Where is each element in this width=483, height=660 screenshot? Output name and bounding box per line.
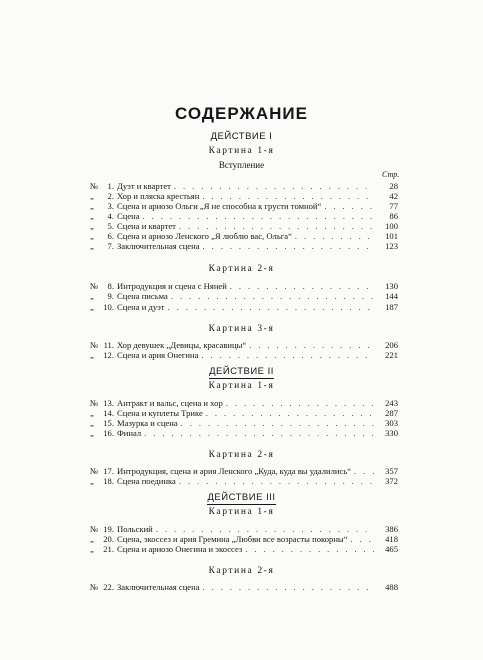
toc-entry[interactable]: „ 21. Сцена и ариозо Онегина и экоссез . . . 465 xyxy=(90,544,398,555)
toc-entry[interactable]: „ 20. Сцена, экоссез и ария Гремина „Любви все возрасты покорны“ . . . 418 xyxy=(90,534,398,545)
toc-entry[interactable]: № 13. Антракт и вальс, сцена и хор . . . 243 xyxy=(90,398,398,409)
toc-entry[interactable]: „ 18. Сцена поединка . . . 372 xyxy=(90,476,398,487)
act-heading: ДЕЙСТВИЕ II xyxy=(209,366,274,377)
toc-entry[interactable]: „ 15. Мазурка и сцена . . . 303 xyxy=(90,418,398,429)
toc-entry[interactable]: № 8. Интродукция и сцена с Няней . . . 130 xyxy=(90,281,398,292)
scene-heading: Картина 3-я xyxy=(208,324,275,334)
toc-entry[interactable]: „ 9. Сцена письма . . . 144 xyxy=(90,291,398,302)
scene-heading: Картина 2-я xyxy=(208,566,275,576)
toc-entry[interactable]: „ 16. Финал . . . 330 xyxy=(90,428,398,439)
scene-heading: Картина 1-я xyxy=(208,507,275,517)
toc-entry[interactable]: „ 6. Сцена и ариозо Ленского „Я люблю вас, Ольга“ . . . 101 xyxy=(90,231,398,242)
toc-entry[interactable]: № 19. Польский . . . 386 xyxy=(90,524,398,535)
toc-entry[interactable]: „ 10. Сцена и дуэт . . . 187 xyxy=(90,302,398,313)
toc-entry[interactable]: „ 2. Хор и пляска крестьян . . . 42 xyxy=(90,191,398,202)
toc-entry[interactable]: „ 7. Заключительная сцена . . . 123 xyxy=(90,241,398,252)
act-heading: ДЕЙСТВИЕ III xyxy=(207,492,276,503)
toc-entry[interactable]: „ 12. Сцена и ария Онегина . . . 221 xyxy=(90,350,398,361)
toc-entry[interactable]: „ 4. Сцена . . . 86 xyxy=(90,211,398,222)
scene-heading: Картина 2-я xyxy=(208,264,275,274)
section-subtitle: Вступление xyxy=(218,160,265,170)
toc-entry[interactable]: „ 14. Сцена и куплеты Трике . . . 287 xyxy=(90,408,398,419)
page-title: СОДЕРЖАНИЕ xyxy=(175,104,308,123)
toc-entry[interactable]: „ 3. Сцена и ариозо Ольги „Я не способна к грусти томной“ . . . 77 xyxy=(90,201,398,212)
act-heading: ДЕЙСТВИЕ I xyxy=(210,131,273,142)
scene-heading: Картина 1-я xyxy=(208,381,275,391)
toc-entry[interactable]: „ 5. Сцена и квартет . . . 100 xyxy=(90,221,398,232)
toc-entry[interactable]: № 17. Интродукция, сцена и ария Ленского „Куда, куда вы удалились“ . . . 357 xyxy=(90,466,398,477)
toc-entry[interactable]: № 1. Дуэт и квартет . . . 28 xyxy=(90,181,398,192)
toc-entry[interactable]: № 11. Хор девушек „Девицы, красавицы“ . . . 206 xyxy=(90,340,398,351)
toc-entry[interactable]: № 22. Заключительная сцена . . . 488 xyxy=(90,582,398,593)
scene-heading: Картина 2-я xyxy=(208,450,275,460)
page-column-label: Стр. xyxy=(382,170,400,179)
scene-heading: Картина 1-я xyxy=(208,146,275,156)
